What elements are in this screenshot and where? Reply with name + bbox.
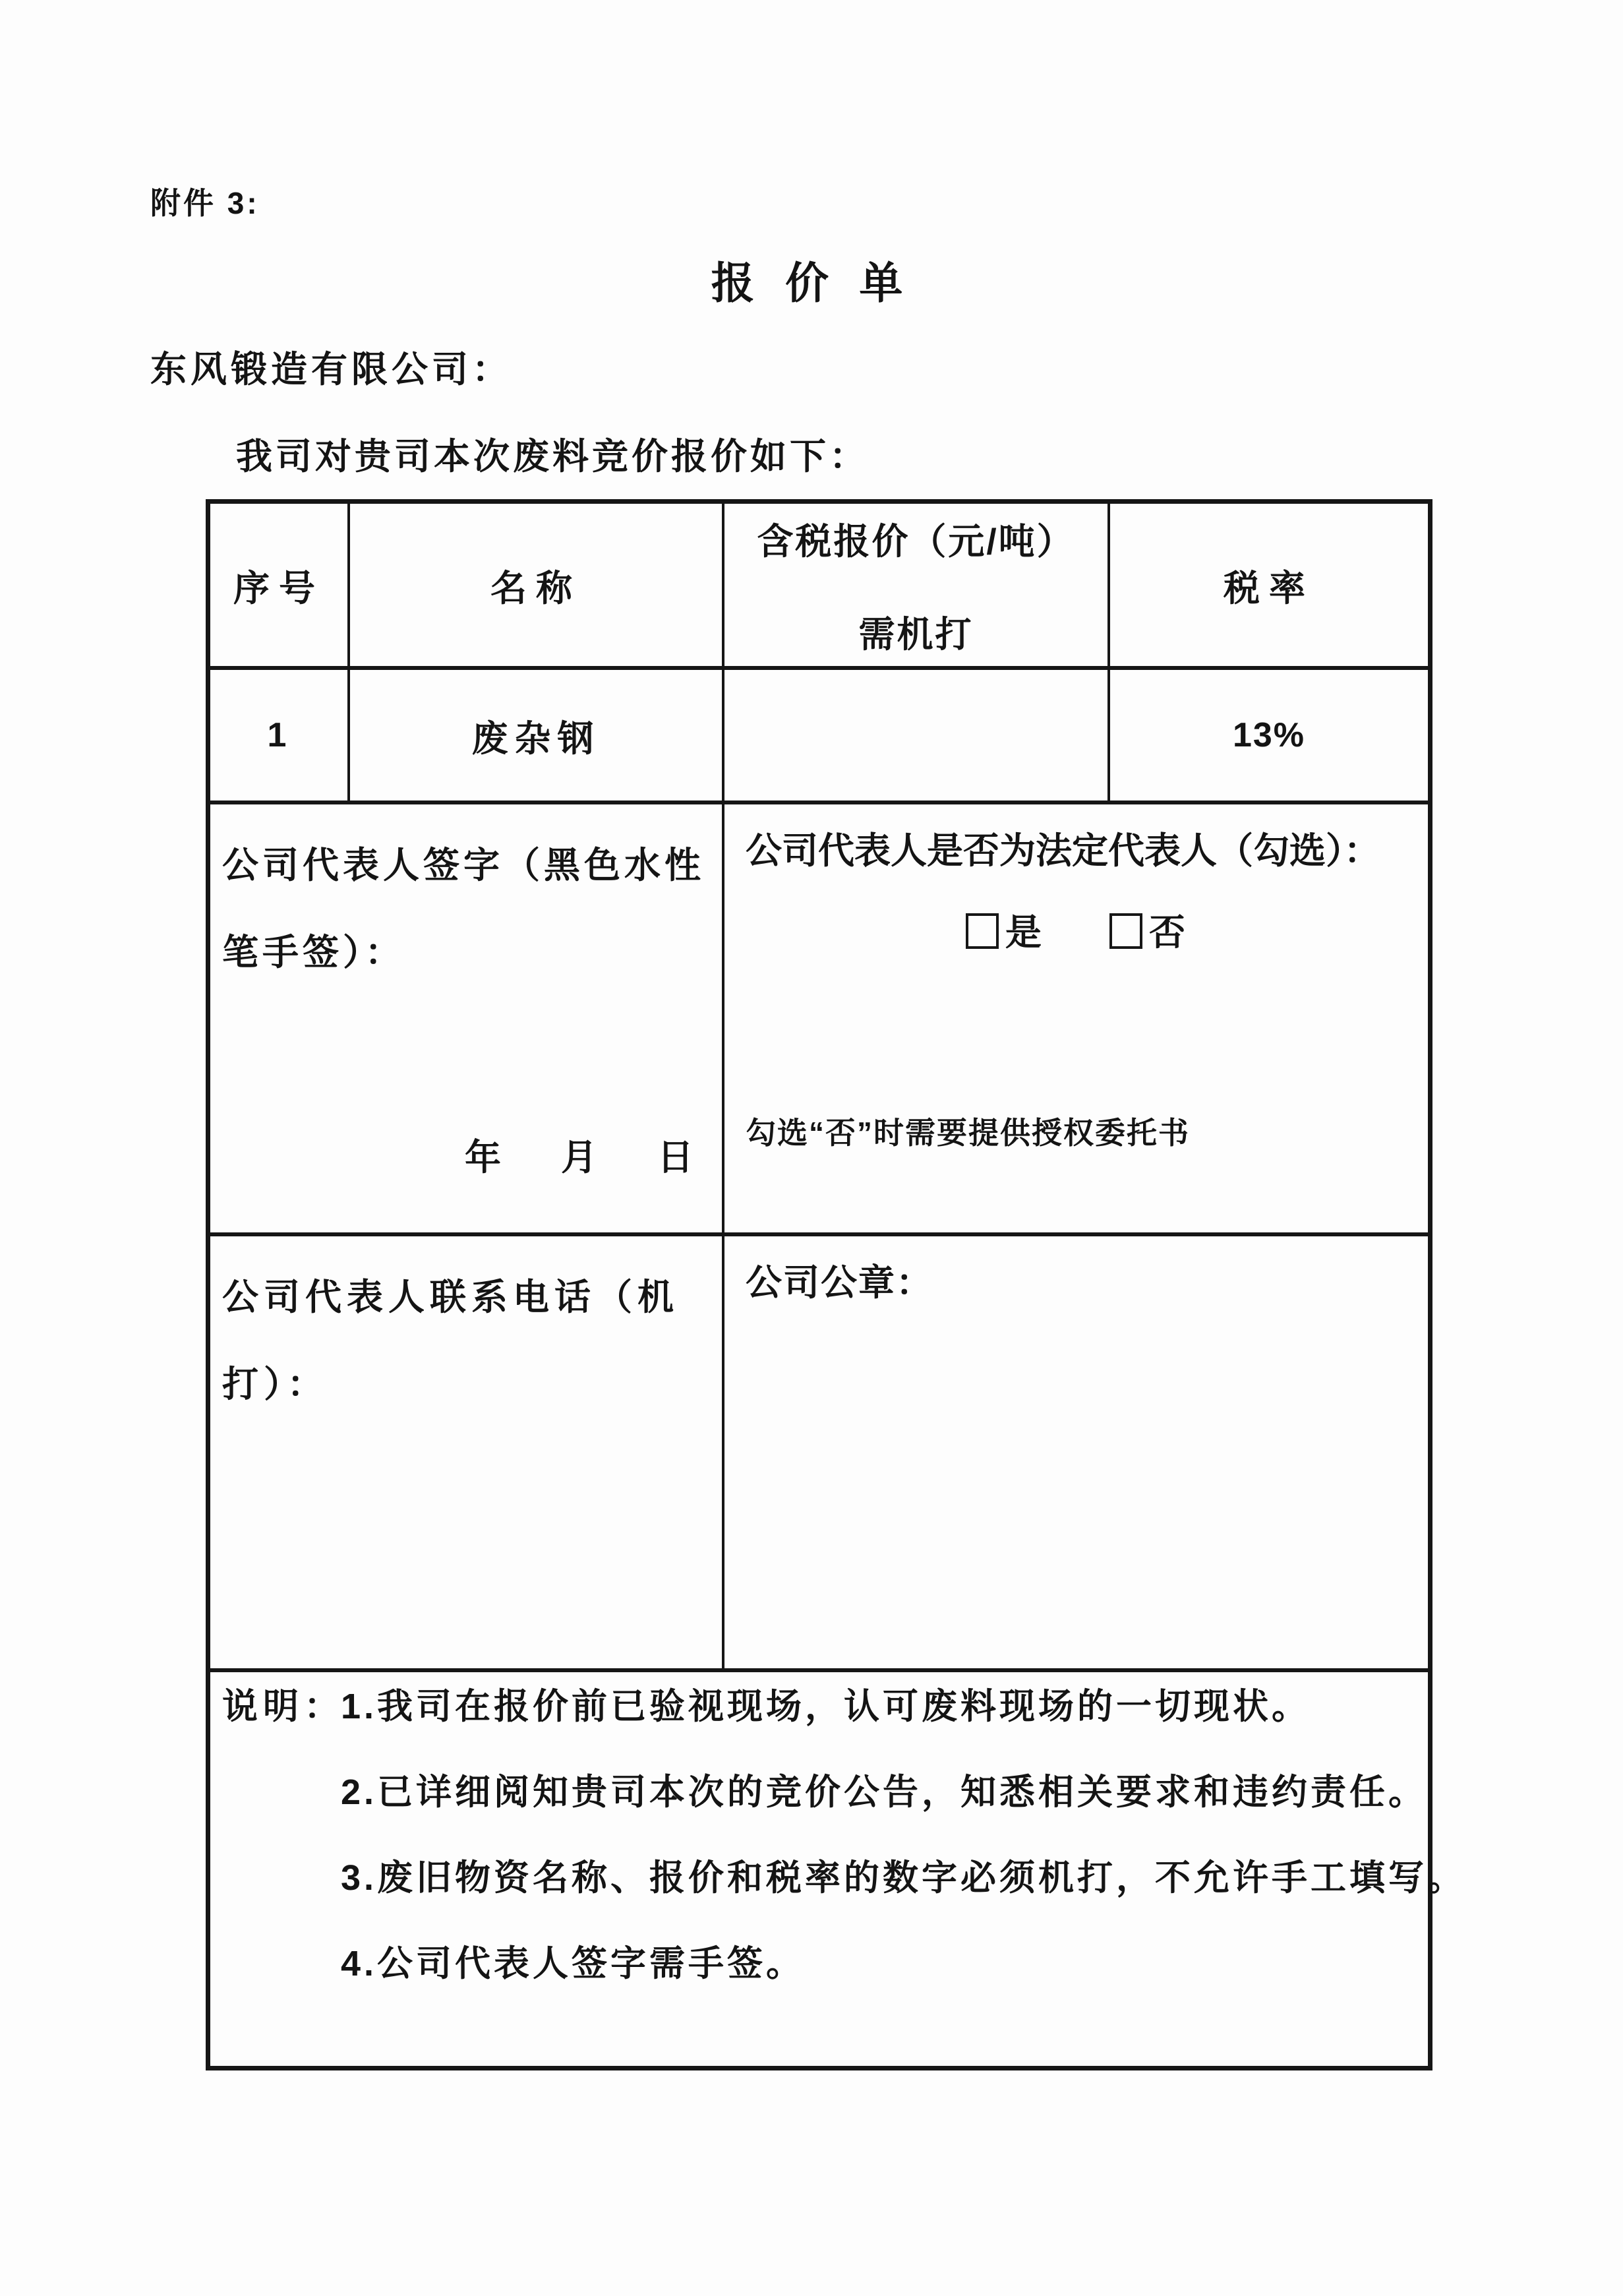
checkbox-yes[interactable]	[966, 912, 1043, 953]
checkbox-yes-box[interactable]	[966, 913, 999, 949]
note-item-4-text: 4.公司代表人签字需手签。	[341, 1944, 806, 1983]
note-item-3-text: 3.废旧物资名称、报价和税率的数字必须机打，不允许手工填写。	[341, 1858, 1467, 1898]
legal-representative-cell	[724, 804, 1428, 1236]
header-cell-serial: 序号	[210, 504, 350, 670]
checkbox-no[interactable]	[1109, 912, 1187, 953]
phone-label-line2: 打）：	[222, 1364, 329, 1405]
company-seal-label: 公司公章：	[746, 1262, 934, 1303]
legal-rep-question: 公司代表人是否为法定代表人（勾选）：	[746, 830, 1380, 871]
signature-label-line2: 笔手签）：	[222, 932, 405, 973]
header-cell-name: 名称	[350, 504, 724, 670]
attachment-label: 附件 3:	[150, 186, 260, 220]
legal-rep-checkbox-line	[724, 903, 1428, 955]
note-item	[222, 1688, 1428, 1725]
date-line: 年 月 日	[465, 1137, 706, 1178]
representative-phone-cell	[210, 1236, 724, 1672]
checkbox-no-box[interactable]	[1109, 913, 1142, 949]
note-item-1-text: 1.我司在报价前已验视现场，认可废料现场的一切现状。	[341, 1687, 1311, 1726]
phone-label-line1: 公司代表人联系电话（机	[222, 1277, 680, 1317]
row-tax-rate-cell: 13%	[1110, 670, 1428, 804]
signature-label-line1: 公司代表人签字（黑色水性	[222, 845, 705, 886]
checkbox-yes-label: 是	[1005, 912, 1043, 953]
header-cell-price	[724, 504, 1110, 670]
quotation-table	[206, 499, 1467, 2070]
note-item-2-text: 2.已详细阅知贵司本次的竞价公告，知悉相关要求和违约责任。	[341, 1772, 1428, 1812]
company-seal-cell	[724, 1236, 1428, 1672]
row-name-cell: 废杂钢	[350, 670, 724, 804]
notes-cell	[210, 1672, 1467, 2066]
checkbox-no-label: 否	[1149, 912, 1187, 953]
price-header-line1: 含税报价（元/吨）	[757, 521, 1075, 562]
notes-label: 说明：	[222, 1687, 345, 1726]
header-cell-tax-rate: 税率	[1110, 504, 1428, 670]
note-item	[341, 1774, 1428, 1811]
note-item	[341, 1945, 1428, 1982]
representative-signature-cell	[210, 804, 724, 1236]
authorization-note: 勾选“否”时需要提供授权委托书	[746, 1116, 1190, 1150]
note-item	[341, 1858, 1467, 1898]
price-header-line2: 需机打	[858, 614, 974, 655]
row-serial-cell: 1	[210, 670, 350, 804]
intro-line: 我司对贵司本次废料竞价报价如下：	[236, 436, 870, 477]
page-title: 报 价 单	[711, 258, 912, 307]
addressee-line: 东风锻造有限公司：	[150, 349, 513, 390]
row-price-cell	[724, 670, 1110, 804]
